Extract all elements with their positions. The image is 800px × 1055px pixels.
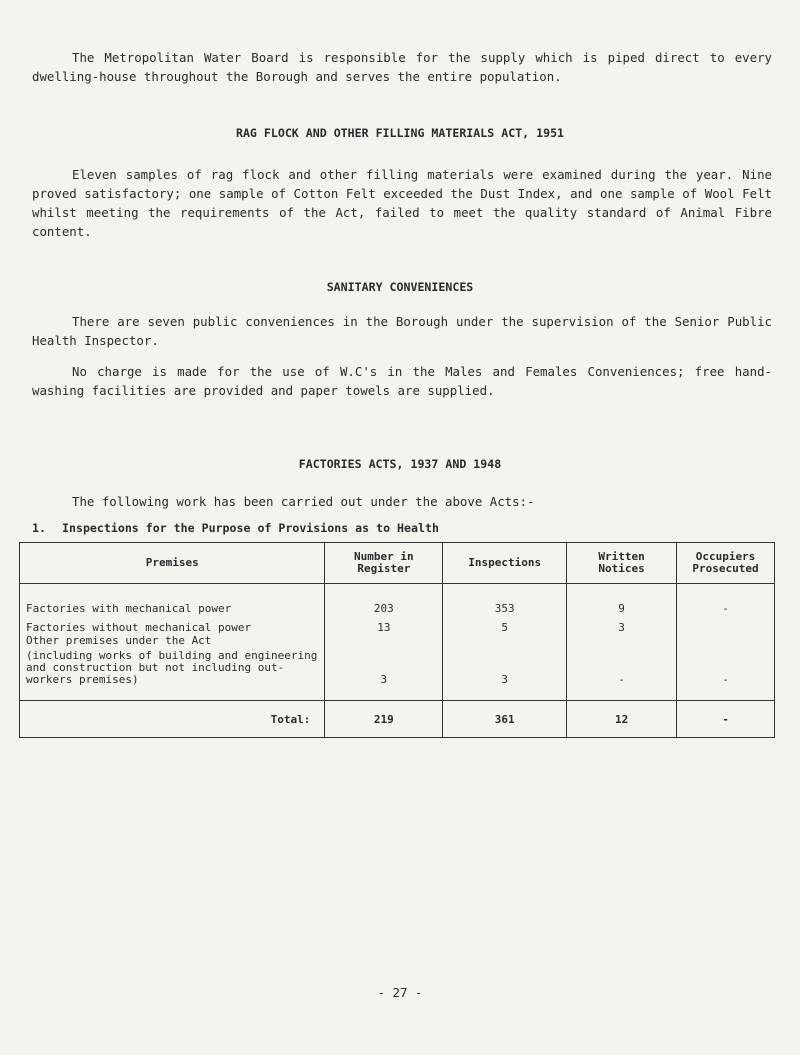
premises-subtext-cell: (including works of building and engineering and construction but not including out-workers premises) [20,650,325,701]
rag-flock-heading: RAG FLOCK AND OTHER FILLING MATERIALS ACT, 1951 [235,126,565,140]
notices-cell: - [567,650,677,701]
table-row [20,584,775,616]
premises-cell: Factories with mechanical power [20,584,325,616]
total-label: Total: [20,701,325,738]
register-cell: 203 [325,584,443,616]
inspections-cell: 353 [443,584,567,616]
notices-cell: 3 [567,615,677,634]
table-row [20,634,775,650]
section-title [32,521,439,535]
section-number: 1. [32,521,46,535]
prosecuted-cell [677,615,775,634]
register-cell: 3 [325,650,443,701]
page-number: - 27 - [377,985,423,1000]
register-cell: 13 [325,615,443,634]
prosecuted-cell: - [677,650,775,701]
header-written-notices: Written Notices [567,543,677,584]
inspections-table [19,542,775,738]
prosecuted-cell: - [677,584,775,616]
header-occupiers-prosecuted: Occupiers Prosecuted [677,543,775,584]
sanitary-conveniences-heading: SANITARY CONVENIENCES [326,280,474,294]
premises-cell: Other premises under the Act [20,634,325,650]
total-register: 219 [325,701,443,738]
total-row [20,701,775,738]
sanitary-paragraph-2: No charge is made for the use of W.C's in the Males and Females Conveniences; free hand-washing facilities are provided and paper towels are supplied. [32,364,772,398]
header-premises: Premises [20,543,325,584]
total-inspections: 361 [443,701,567,738]
table-row [20,615,775,634]
sanitary-paragraph-1: There are seven public conveniences in the Borough under the supervision of the Senior Public Health Inspector. [32,314,772,348]
factories-acts-heading: FACTORIES ACTS, 1937 AND 1948 [298,457,502,471]
table-row-continuation [20,650,775,701]
factories-intro: The following work has been carried out under the above Acts:- [72,494,535,509]
rag-flock-paragraph: Eleven samples of rag flock and other filling materials were examined during the year. Nine proved satisfactory; one sample of Cotton Felt exceeded the Dust Index, and one sample of Wool Felt whilst meeting the requirements of the Act, failed to meet the quality standard of Animal Fibre content. [32,167,772,239]
inspections-cell: 5 [443,615,567,634]
total-prosecuted: - [677,701,775,738]
section-title-text: Inspections for the Purpose of Provisions as to Health [62,521,439,535]
inspections-cell: 3 [443,650,567,701]
total-notices: 12 [567,701,677,738]
table-header-row [20,543,775,584]
header-inspections: Inspections [443,543,567,584]
premises-cell: Factories without mechanical power [20,615,325,634]
notices-cell: 9 [567,584,677,616]
intro-paragraph: The Metropolitan Water Board is responsible for the supply which is piped direct to every dwelling-house throughout the Borough and serves the entire population. [32,50,772,84]
header-number-in-register: Number in Register [325,543,443,584]
